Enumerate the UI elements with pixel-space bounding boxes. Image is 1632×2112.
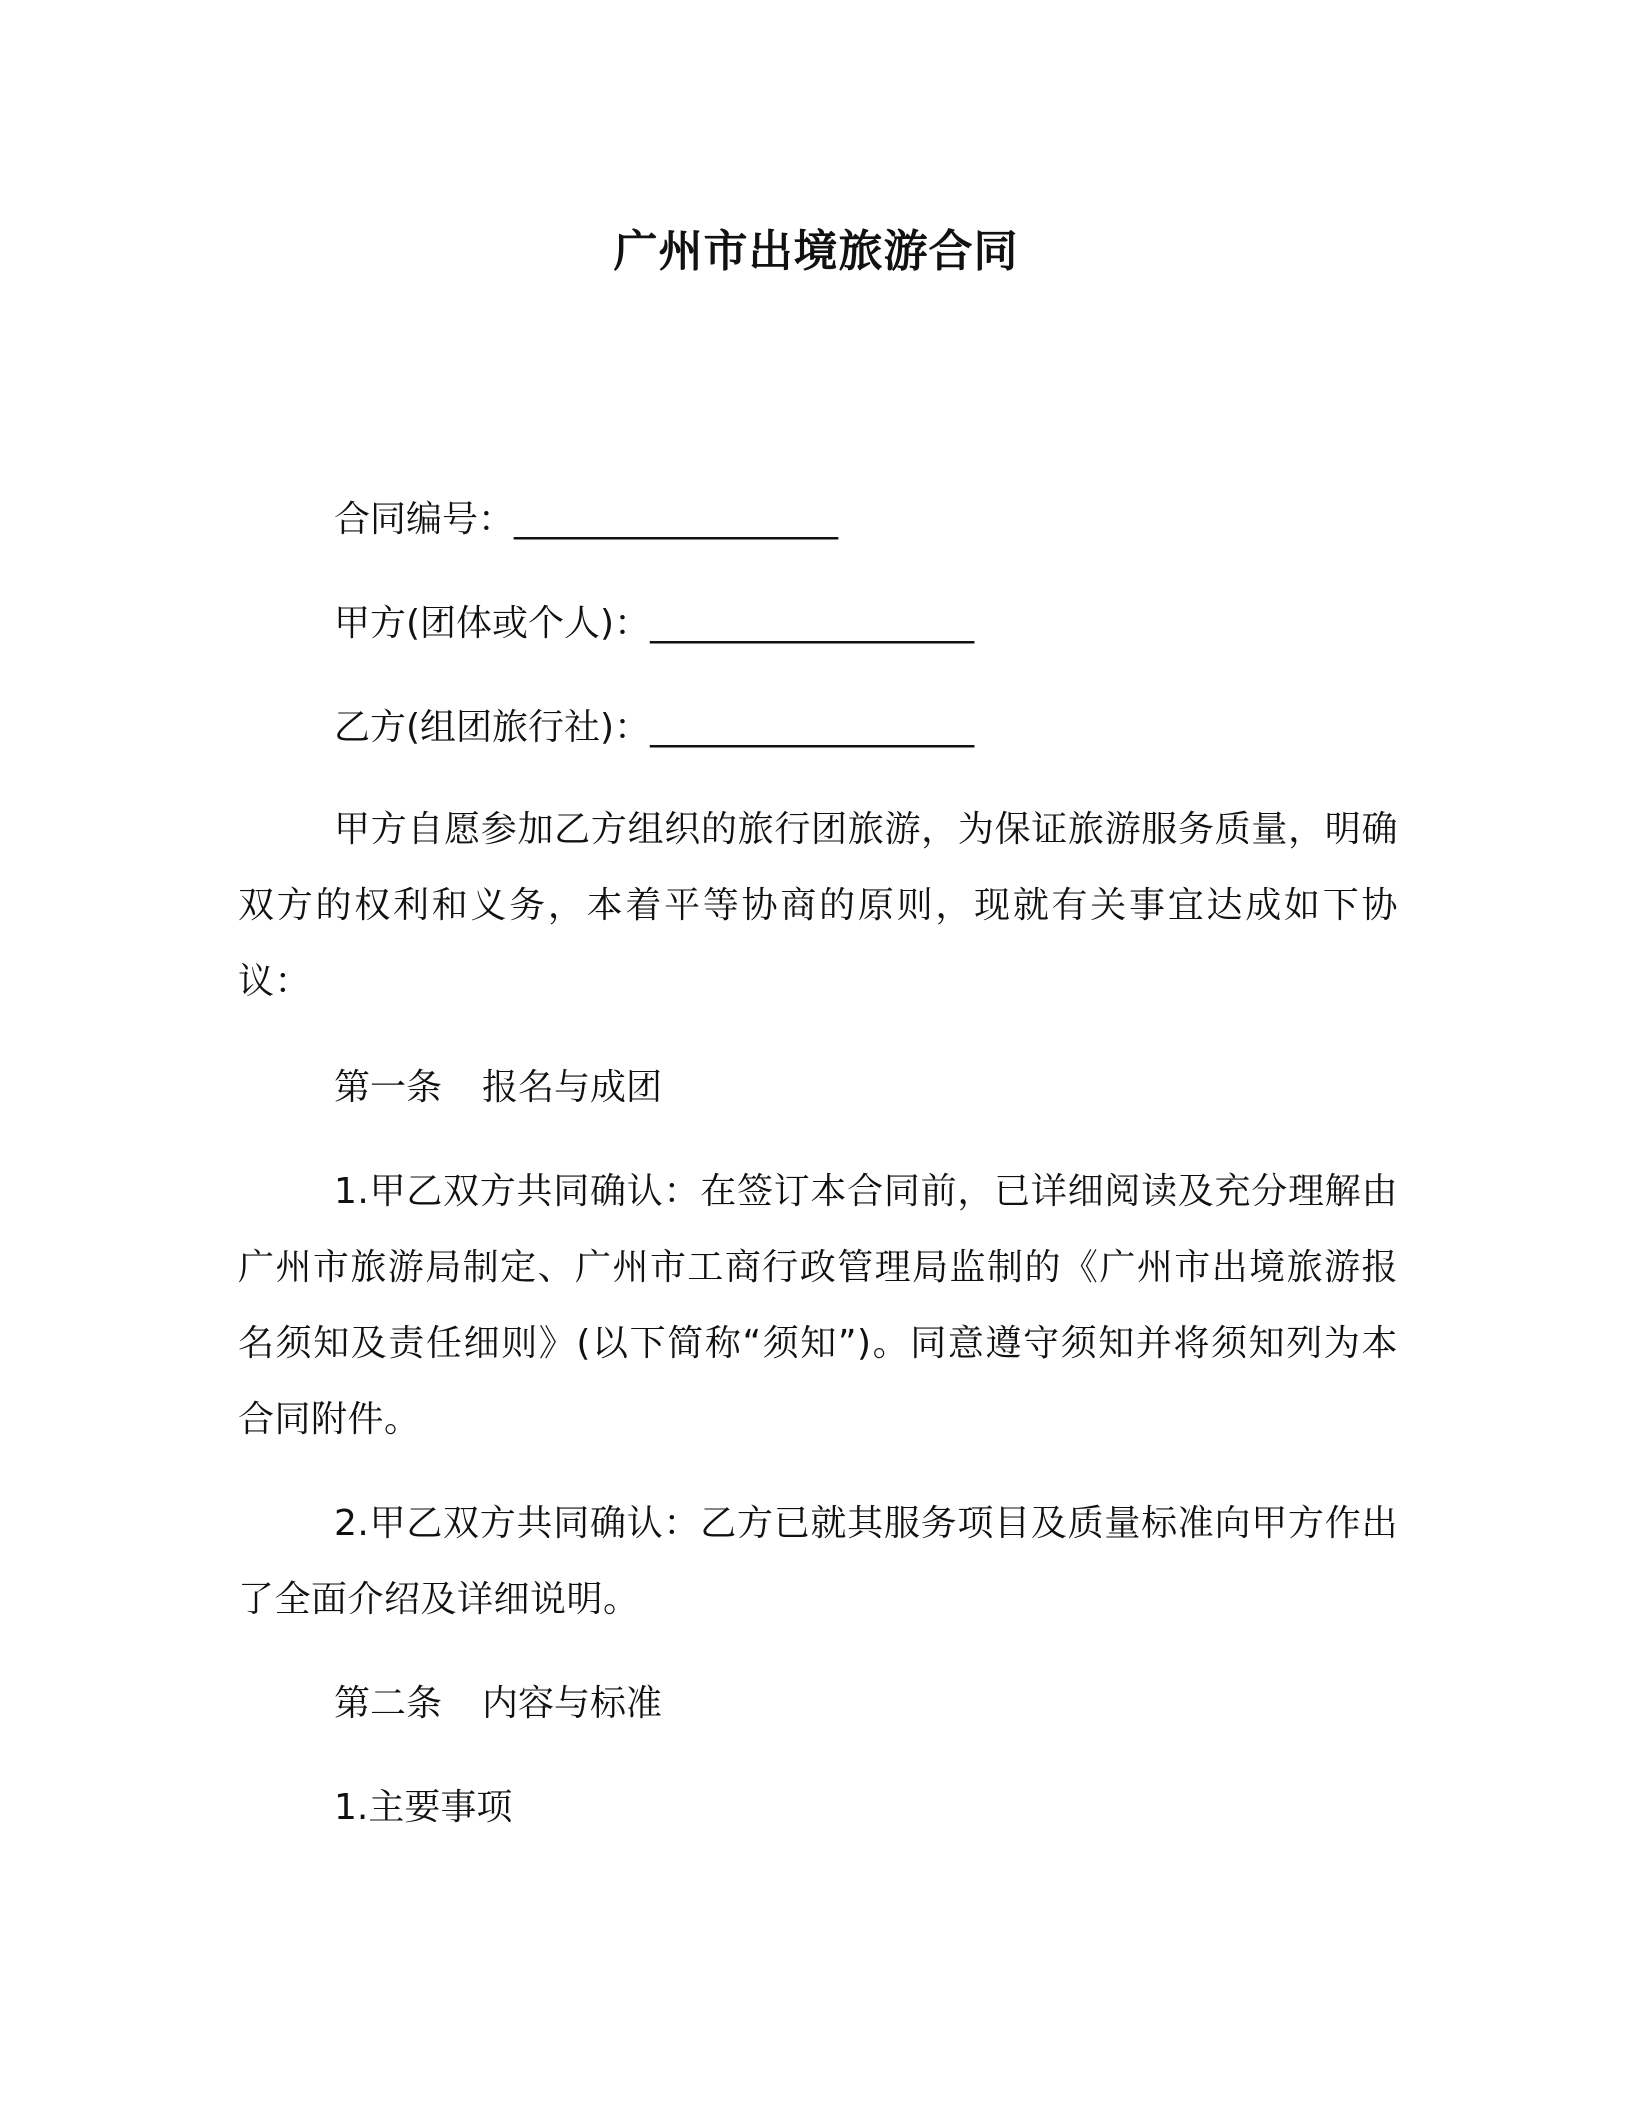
article-2-item-1: 1.主要事项 — [334, 1787, 513, 1828]
party-b-field — [334, 704, 974, 752]
contract-number-blank: __________________ — [514, 499, 839, 540]
article-1-clause-2: 2.甲乙双方共同确认：乙方已就其服务项目及质量标准向甲方作出了全面介绍及详细说明。 — [238, 1503, 1398, 1620]
article-1-heading — [334, 1064, 662, 1112]
contract-number-field — [334, 496, 838, 544]
article-1-title: 报名与成团 — [482, 1067, 663, 1108]
contract-number-label: 合同编号： — [334, 499, 515, 540]
party-a-label: 甲方(团体或个人)： — [334, 603, 651, 644]
intro-paragraph: 甲方自愿参加乙方组织的旅行团旅游，为保证旅游服务质量，明确双方的权利和义务，本着平等协商的原则，现就有关事宜达成如下协议： — [238, 809, 1398, 1002]
article-1-clause-1: 1.甲乙双方共同确认：在签订本合同前，已详细阅读及充分理解由广州市旅游局制定、广州市工商行政管理局监制的《广州市出境旅游报名须知及责任细则》(以下简称“须知”)。同意遵守须知并将须知列为本合同附件。 — [238, 1171, 1398, 1440]
article-2-heading — [334, 1680, 662, 1728]
party-a-blank: __________________ — [650, 603, 975, 644]
party-a-field — [334, 600, 974, 648]
party-b-blank: __________________ — [650, 707, 975, 748]
party-b-label: 乙方(组团旅行社)： — [334, 707, 651, 748]
document-title: 广州市出境旅游合同 — [613, 226, 1019, 277]
article-2-number: 第二条 — [334, 1683, 443, 1724]
article-1-number: 第一条 — [334, 1067, 443, 1108]
article-2-title: 内容与标准 — [482, 1683, 663, 1724]
